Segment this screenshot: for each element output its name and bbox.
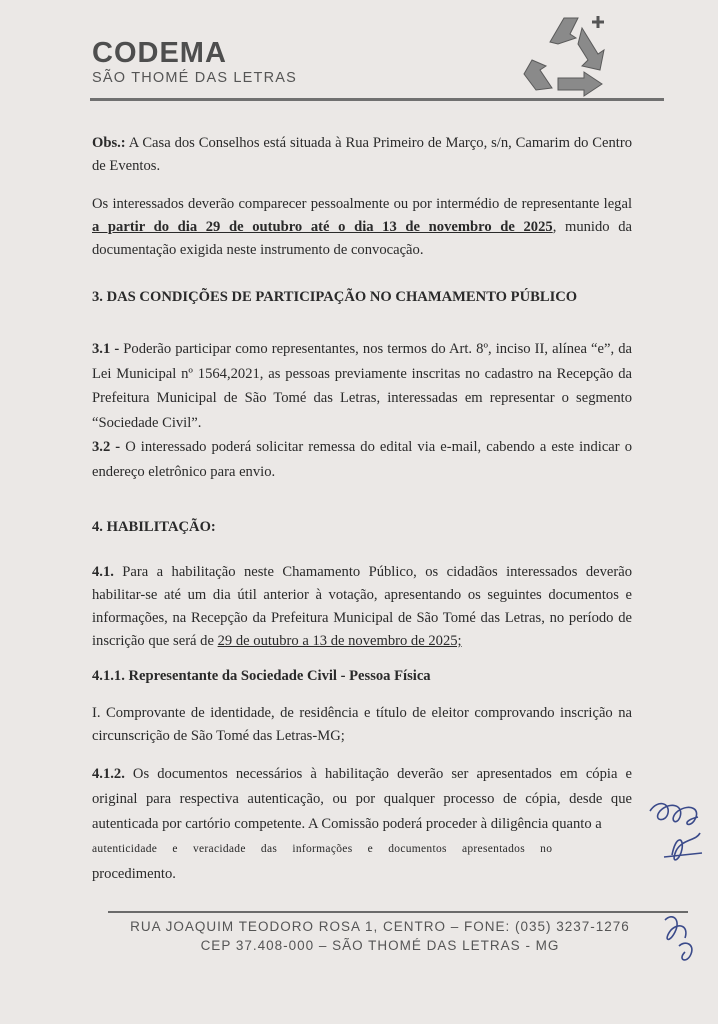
org-name: CODEMA [92, 37, 227, 69]
letterhead [92, 38, 297, 86]
footer-rule [108, 911, 688, 913]
section-3-title: 3. DAS CONDIÇÕES DE PARTICIPAÇÃO NO CHAMAMENTO PÚBLICO [92, 289, 578, 305]
clause-3-1-label: 3.1 - [92, 341, 120, 357]
clause-4-1-2 [92, 762, 632, 837]
clause-4-1-2-label: 4.1.2. [92, 766, 125, 782]
clause-4-1 [92, 561, 632, 653]
clause-3-2-label: 3.2 - [92, 439, 121, 455]
clause-4-1-2-end: procedimento. [92, 866, 176, 882]
clause-3-1 [92, 337, 632, 435]
attendance-text-c: , munido da documentação exigida neste instrumento de convocação. [92, 219, 632, 258]
clause-4-1-text: Para a habilitação neste Chamamento Público, os cidadãos interessados deverão habilitar-se até um dia útil anterior à votação, apresentando os seguintes documentos e informações, na Recepção da Prefeitura Municipal de São Tomé das Letras, no período de inscrição que será de [92, 564, 632, 649]
clause-3-2 [92, 435, 632, 484]
section-4-title: 4. HABILITAÇÃO: [92, 519, 216, 535]
clause-4-1-label: 4.1. [92, 564, 114, 580]
attendance-text-a: Os interessados deverão comparecer pessoalmente ou por intermédio de representante legal [92, 196, 632, 212]
clause-3-1-text: Poderão participar como representantes, nos termos do Art. 8º, inciso II, alínea “e”, da Lei Municipal nº 1564,2021, as pessoas previamente inscritas no cadastro na Recepção da Prefeitura Municipal de São Tomé das Letras, interessadas em representar o segmento “Sociedade Civil”. [92, 341, 632, 431]
obs-text: A Casa dos Conselhos está situada à Rua Primeiro de Março, s/n, Camarim do Centro de Eventos. [92, 135, 632, 174]
clause-4-1-2-text: Os documentos necessários à habilitação deverão ser apresentados em cópia e original para respectiva autenticação, ou por qualquer processo de cópia, desde que autenticada por cartório competente. A Comissão poderá proceder à diligência quanto a [92, 766, 632, 832]
document-body [92, 132, 632, 887]
clause-4-1-2-small: autenticidade e veracidade das informações e documentos apresentados no [92, 843, 553, 855]
obs-paragraph [92, 132, 632, 178]
obs-label: Obs.: [92, 135, 126, 151]
clause-3-2-text: O interessado poderá solicitar remessa do edital via e-mail, cabendo a este indicar o endereço eletrônico para envio. [92, 439, 632, 480]
footer [120, 917, 640, 955]
signature-initials-2 [655, 910, 705, 970]
org-city: SÃO THOMÉ DAS LETRAS [92, 70, 298, 86]
footer-address: RUA JOAQUIM TEODORO ROSA 1, CENTRO – FONE: (035) 3237-1276 [130, 919, 630, 934]
attendance-period: a partir do dia 29 de outubro até o dia 13 de novembro de 2025 [92, 219, 553, 235]
clause-4-1-period: 29 de outubro a 13 de novembro de 2025; [217, 633, 462, 649]
signature-initials-1 [640, 795, 714, 875]
attendance-paragraph [92, 193, 632, 262]
recycle-logo-icon [512, 8, 622, 104]
header-rule [90, 98, 664, 101]
clause-4-1-1-title: 4.1.1. Representante da Sociedade Civil - Pessoa Física [92, 668, 431, 684]
clause-4-1-1-item: I. Comprovante de identidade, de residência e título de eleitor comprovando inscrição na circunscrição de São Tomé das Letras-MG; [92, 705, 632, 744]
footer-cep: CEP 37.408-000 – SÃO THOMÉ DAS LETRAS - MG [200, 938, 560, 953]
